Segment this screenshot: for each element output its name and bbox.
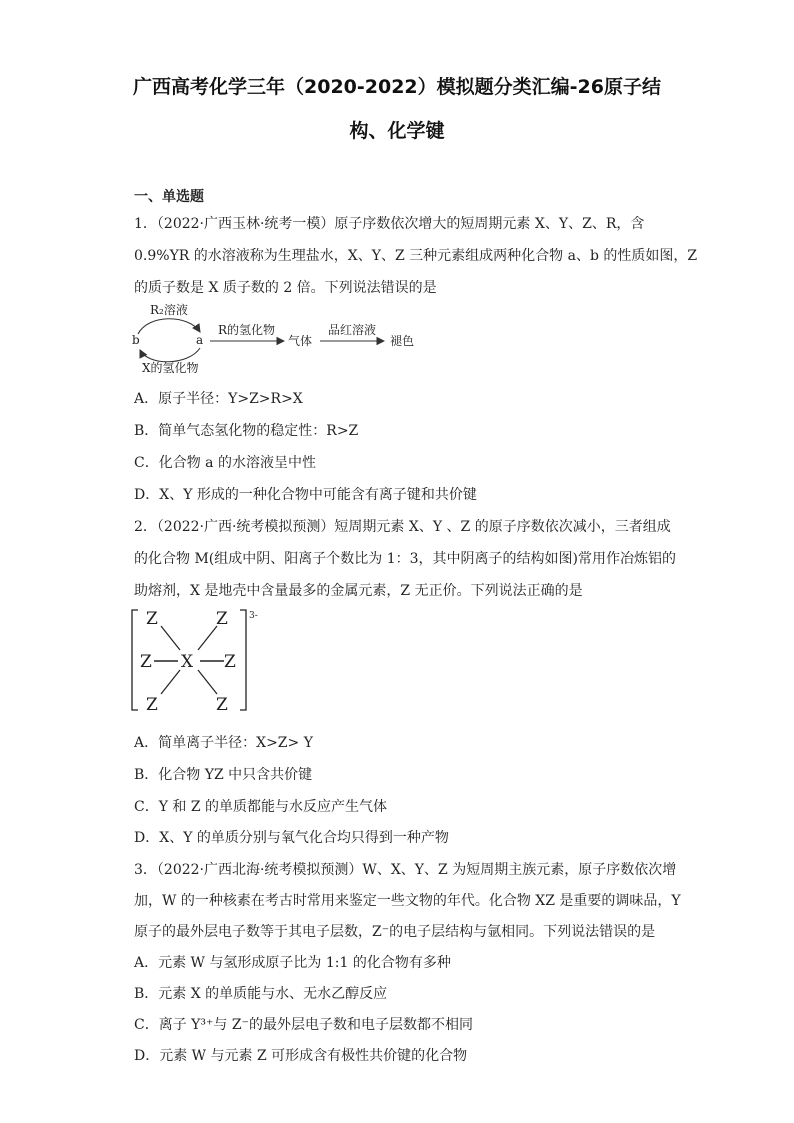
q1-option-a: A．原子半径：Y>Z>R>X	[134, 391, 303, 407]
q3-option-d: D．元素 W 与元素 Z 可形成含有极性共价键的化合物	[134, 1048, 468, 1064]
q1-stem-line: 的质子数是 X 质子数的 2 倍。下列说法错误的是	[134, 280, 437, 296]
q1-arrow-a-to-b	[140, 348, 200, 362]
q3-stem-line: 加，W 的一种核素在考古时常用来鉴定一些文物的年代。化合物 XZ 是重要的调味品，Y	[134, 893, 681, 909]
q2-option-d: D．X、Y 的单质分别与氧气化合均只得到一种产物	[134, 830, 449, 846]
left-bracket	[132, 610, 138, 710]
atom-z: Z	[216, 609, 228, 629]
anion-charge: 3-	[249, 611, 258, 621]
atom-x: X	[181, 652, 194, 672]
q1-reaction-diagram	[128, 300, 428, 378]
q2-stem-line: 的化合物 M(组成中阴、阳离子个数比为 1：3，其中阴离子的结构如图)常用作冶炼铝的	[134, 551, 676, 567]
bond-line	[198, 670, 217, 694]
bond-line	[198, 626, 217, 650]
document-title-line-1: 广西高考化学三年（2020-2022）模拟题分类汇编-26原子结	[133, 76, 661, 98]
q1-stem-line: 1．（2022·广西玉林·统考一模）原子序数依次增大的短周期元素 X、Y、Z、R，含	[134, 216, 645, 232]
q3-option-a: A．元素 W 与氢形成原子比为 1:1 的化合物有多种	[134, 955, 451, 971]
right-bracket	[240, 610, 246, 710]
q1-reagent-top: R₂溶液	[150, 303, 188, 317]
bond-line	[161, 626, 180, 650]
document-title-line-2: 构、化学键	[349, 120, 445, 142]
atom-z: Z	[146, 695, 158, 715]
q1-node-a: a	[196, 333, 204, 347]
atom-z: Z	[140, 652, 152, 672]
q1-arrow2-label: 品红溶液	[328, 323, 377, 337]
q1-arrow-b-to-a	[138, 319, 200, 334]
q1-node-b: b	[132, 333, 140, 347]
q1-result: 褪色	[390, 334, 415, 348]
q2-anion-structure	[128, 604, 278, 716]
q1-stem-line: 0.9%YR 的水溶液称为生理盐水，X、Y、Z 三种元素组成两种化合物 a、b 的性质如图，Z	[134, 248, 698, 264]
q1-gas: 气体	[288, 334, 313, 348]
q1-option-c: C．化合物 a 的水溶液呈中性	[134, 455, 316, 471]
q3-option-c: C．离子 Y³⁺与 Z⁻的最外层电子数和电子层数都不相同	[134, 1017, 473, 1033]
q3-stem-line: 3．（2022·广西北海·统考模拟预测）W、X、Y、Z 为短周期主族元素，原子序数依次增	[134, 862, 677, 878]
q1-option-d: D．X、Y 形成的一种化合物中可能含有离子键和共价键	[134, 487, 477, 503]
q1-arrow1-label: R的氢化物	[218, 323, 276, 337]
atom-z: Z	[146, 609, 158, 629]
q2-stem-line: 2．（2022·广西·统考模拟预测）短周期元素 X、Y 、Z 的原子序数依次减小，三者组成	[134, 519, 671, 535]
section-heading: 一、单选题	[134, 189, 204, 205]
q2-option-b: B．化合物 YZ 中只含共价键	[134, 767, 313, 783]
q3-stem-line: 原子的最外层电子数等于其电子层数，Z⁻的电子层结构与氩相同。下列说法错误的是	[134, 924, 656, 940]
bond-line	[161, 670, 180, 694]
atom-z: Z	[224, 652, 236, 672]
atom-z: Z	[216, 695, 228, 715]
q2-stem-line: 助熔剂，X 是地壳中含量最多的金属元素，Z 无正价。下列说法正确的是	[134, 583, 583, 599]
q2-option-c: C．Y 和 Z 的单质都能与水反应产生气体	[134, 799, 388, 815]
q3-option-b: B．元素 X 的单质能与水、无水乙醇反应	[134, 986, 388, 1002]
q1-reagent-bottom: X的氢化物	[142, 361, 199, 375]
q1-option-b: B．简单气态氢化物的稳定性：R>Z	[134, 423, 359, 439]
q2-option-a: A．简单离子半径：X>Z> Y	[134, 735, 313, 751]
